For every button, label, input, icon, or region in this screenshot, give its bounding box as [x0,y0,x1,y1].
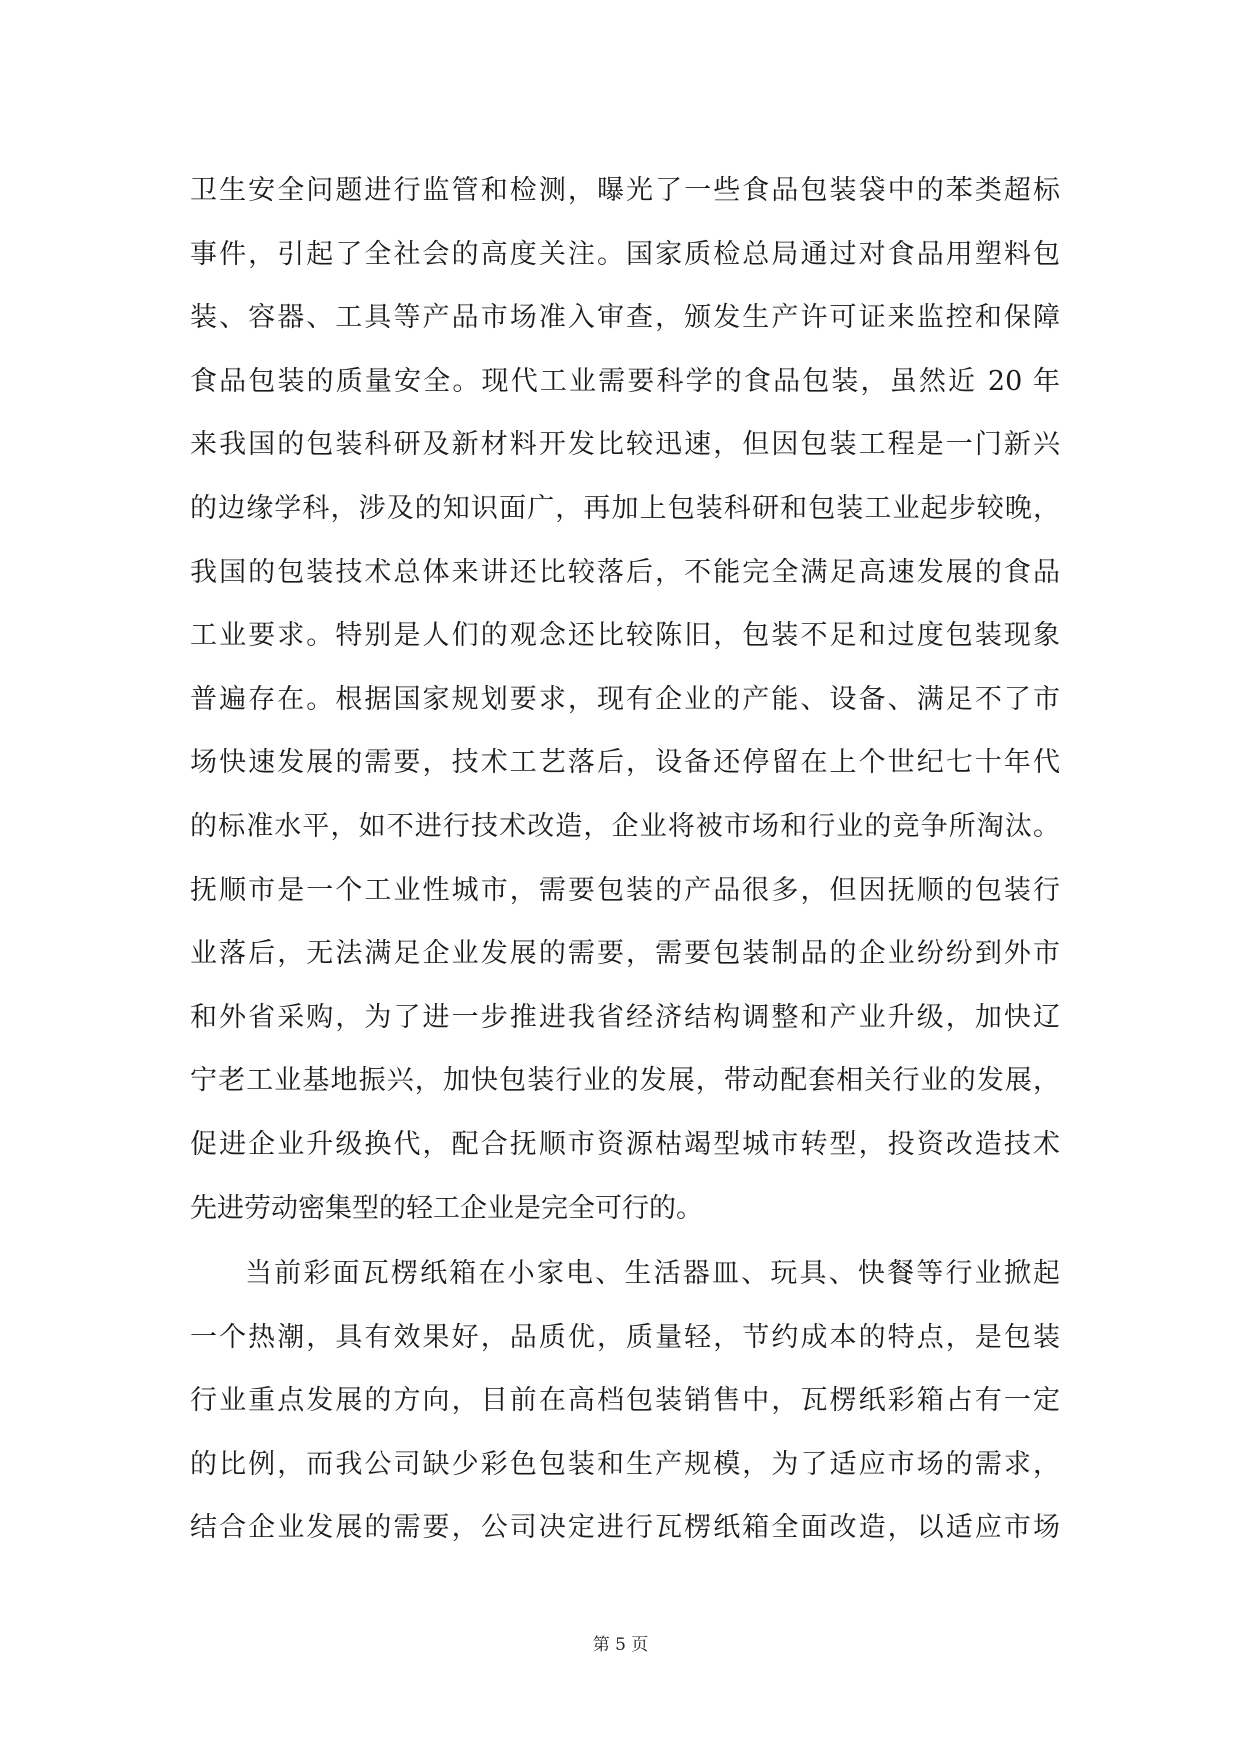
text-line: 抚顺市是一个工业性城市，需要包装的产品很多，但因抚顺的包装行 [190,874,1060,906]
text-line: 先进劳动密集型的轻工企业是完全可行的。 [190,1192,703,1224]
text-line: 卫生安全问题进行监管和检测，曝光了一些食品包装袋中的苯类超标 [190,175,1060,206]
text-line: 装、容器、工具等产品市场准入审查，颁发生产许可证来监控和保障 [190,302,1060,334]
text-line: 普遍存在。根据国家规划要求，现有企业的产能、设备、满足不了市 [190,683,1060,715]
paragraph [190,1242,1060,1560]
text-line: 当前彩面瓦楞纸箱在小家电、生活器皿、玩具、快餐等行业掀起 [245,1258,1060,1290]
text-line: 来我国的包装科研及新材料开发比较迅速，但因包装工程是一门新兴 [190,429,1060,461]
body-text [190,159,1060,1560]
text-line: 的比例，而我公司缺少彩色包装和生产规模，为了适应市场的需求， [190,1448,1060,1480]
text-line: 的标准水平，如不进行技术改造，企业将被市场和行业的竞争所淘汰。 [190,810,1060,842]
text-line: 食品包装的质量安全。现代工业需要科学的食品包装，虽然近 20 年 [190,365,1060,397]
text-line: 行业重点发展的方向，目前在高档包装销售中，瓦楞纸彩箱占有一定 [190,1385,1060,1417]
text-line: 促进企业升级换代，配合抚顺市资源枯竭型城市转型，投资改造技术 [190,1128,1060,1160]
text-line: 我国的包装技术总体来讲还比较落后，不能完全满足高速发展的食品 [190,556,1060,588]
text-line: 宁老工业基地振兴，加快包装行业的发展，带动配套相关行业的发展， [190,1065,1060,1097]
text-line: 工业要求。特别是人们的观念还比较陈旧，包装不足和过度包装现象 [190,620,1060,652]
text-line: 事件，引起了全社会的高度关注。国家质检总局通过对食品用塑料包 [190,238,1060,270]
text-line: 业落后，无法满足企业发展的需要，需要包装制品的企业纷纷到外市 [190,938,1060,970]
page-number: 第 5 页 [592,1635,649,1655]
text-line: 场快速发展的需要，技术工艺落后，设备还停留在上个世纪七十年代 [190,747,1060,779]
text-line: 和外省采购，为了进一步推进我省经济结构调整和产业升级，加快辽 [190,1001,1060,1033]
text-line: 一个热潮，具有效果好，品质优，质量轻，节约成本的特点，是包装 [190,1321,1060,1353]
paragraph [190,159,1060,1240]
text-line: 结合企业发展的需要，公司决定进行瓦楞纸箱全面改造，以适应市场 [190,1512,1060,1544]
text-line: 的边缘学科，涉及的知识面广，再加上包装科研和包装工业起步较晚， [190,492,1060,524]
